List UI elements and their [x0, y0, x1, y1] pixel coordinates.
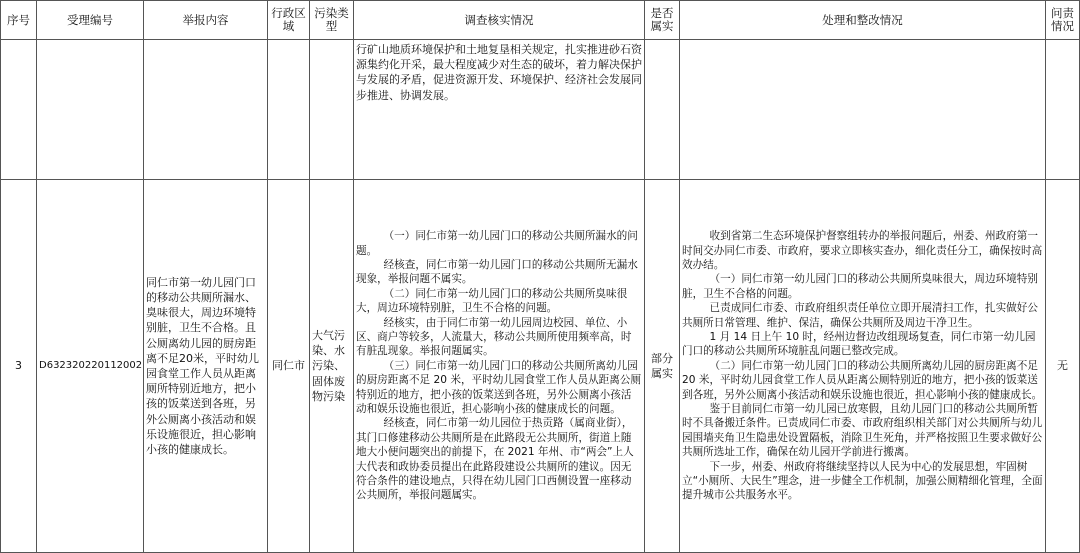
- row-content: 同仁市第一幼儿园门口的移动公共厕所漏水、臭味很大，周边环境特别脏，卫生不合格。且公厕离幼儿园的厨房距离不足20米，平时幼儿园食堂工作人员从距离厕所特别近地方，把小孩的饭菜送到各班，另外公厕离小孩活动和娱乐设施很近，担心影响小孩的健康成长。: [144, 180, 268, 553]
- table-row-continued: [1, 40, 1080, 180]
- cell-empty: [680, 40, 1046, 180]
- table-row: [1, 180, 1080, 553]
- handling-para: 收到省第二生态环境保护督察组转办的举报问题后，州委、州政府第一时间交办同仁市委、市政府，要求立即核实查办，细化责任分工，确保按时高效办结。: [682, 230, 1043, 271]
- header-region: 行政区域: [268, 1, 310, 40]
- row-pollution: 大气污染、水污染、固体废物污染: [310, 180, 354, 553]
- row-investigation: [354, 180, 645, 553]
- handling-para: 鉴于目前同仁市第一幼儿园已放寒假，且幼儿园门口的移动公共厕所暂时不具备搬迁条件。已责成同仁市委、市政府组织相关部门对公共厕所与幼儿园围墙夹角卫生隐患处设置隔板，消除卫生死角，并严格按照卫生要求做好公共厕所选址工作，确保在幼儿园开学前进行搬离。: [682, 403, 1043, 459]
- handling-para: （一）同仁市第一幼儿园门口的移动公共厕所臭味很大，周边环境特别脏，卫生不合格的问题。: [682, 273, 1038, 300]
- header-content: 举报内容: [144, 1, 268, 40]
- header-investigation: 调查核实情况: [354, 1, 645, 40]
- investigation-text: 行矿山地质环境保护和土地复垦相关规定，扎实推进砂石资源集约化开采，最大程度减少对生态的破坏，着力解决保护与发展的矛盾，促进资源开发、环境保护、经济社会发展同步推进、协调发展。: [356, 43, 642, 102]
- investigation-continued: [354, 40, 645, 180]
- handling-para: 下一步，州委、州政府将继续坚持以人民为中心的发展思想，牢固树立“小厕所、大民生”理念，进一步健全工作机制，加强公厕精细化管理，全面提升城市公共服务水平。: [682, 460, 1043, 502]
- header-row: [1, 1, 1080, 40]
- header-seq: 序号: [1, 1, 37, 40]
- cell-empty: [268, 40, 310, 180]
- cell-empty: [310, 40, 354, 180]
- cell-empty: [645, 40, 680, 180]
- investigation-para: （三）同仁市第一幼儿园门口的移动公共厕所离幼儿园的厨房距离不足 20 米，平时幼儿园食堂工作人员从距离公厕特别近的地方，把小孩的饭菜送到各班，另外公厕离小孩活动和娱乐设施也很近，担心影响小孩的健康成长的问题。: [356, 359, 642, 416]
- row-region: 同仁市: [268, 180, 310, 553]
- row-accountability: 无: [1046, 180, 1080, 553]
- header-pollution: 污染类型: [310, 1, 354, 40]
- investigation-para: （二）同仁市第一幼儿园门口的移动公共厕所臭味很大，周边环境特别脏，卫生不合格的问题。: [356, 287, 628, 315]
- row-seq: 3: [1, 180, 37, 553]
- investigation-para: 经核查，同仁市第一幼儿园位于热贡路（属商业街），其门口修建移动公共厕所是在此路段无公共厕所，街道上随地大小便问题突出的前提下，在 2021 年州、市“两会”上人大代表和政协委员提出在此路段建设公共厕所的建议。因无符合条件的建设地点，只得在幼儿园门口西侧设置一座移动公共厕所，举报问题属实。: [356, 417, 634, 502]
- cell-empty: [1, 40, 37, 180]
- investigation-para: （一）同仁市第一幼儿园门口的移动公共厕所漏水的问题。: [356, 230, 638, 257]
- cell-empty: [144, 40, 268, 180]
- handling-para: 1 月 14 日上午 10 时，经州边督边改组现场复查，同仁市第一幼儿园门口的移动公共厕所环境脏乱问题已整改完成。: [682, 330, 1036, 358]
- row-verified: 部分属实: [645, 180, 680, 553]
- header-verified: 是否属实: [645, 1, 680, 40]
- cell-empty: [1046, 40, 1080, 180]
- row-id: D632320220112002: [37, 180, 144, 553]
- header-accountability: 问责情况: [1046, 1, 1080, 40]
- investigation-para: 经核查，同仁市第一幼儿园门口的移动公共厕所无漏水现象，举报问题不属实。: [356, 258, 638, 286]
- cell-empty: [37, 40, 144, 180]
- header-id: 受理编号: [37, 1, 144, 40]
- handling-para: 已责成同仁市委、市政府组织责任单位立即开展清扫工作，扎实做好公共厕所日常管理、维护、保洁，确保公共厕所及周边干净卫生。: [682, 302, 1038, 329]
- header-handling: 处理和整改情况: [680, 1, 1046, 40]
- handling-para: （二）同仁市第一幼儿园门口的移动公共厕所离幼儿园的厨房距离不足 20 米，平时幼儿园食堂工作人员从距离公厕特别近的地方，把小孩的饭菜送到各班，另外公厕离小孩活动和娱乐设施也很近，担心影响小孩的健康成长。: [682, 359, 1043, 401]
- investigation-para: 经核实，由于同仁市第一幼儿园周边校园、单位、小区、商户等较多，人流量大，移动公共厕所使用频率高，时有脏乱现象。举报问题属实。: [356, 316, 632, 358]
- row-handling: [680, 180, 1046, 553]
